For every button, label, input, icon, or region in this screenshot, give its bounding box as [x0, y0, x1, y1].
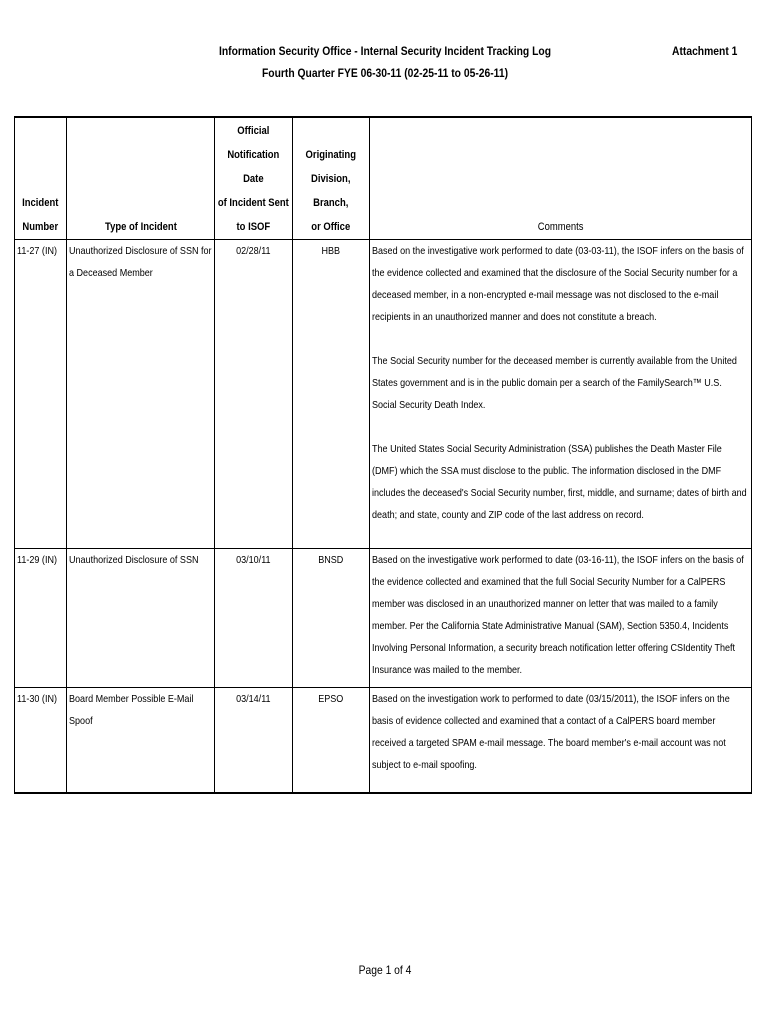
table-row	[15, 687, 752, 793]
header-originating-office: Originating Division, Branch, or Office	[293, 117, 370, 239]
incident-type-cell: Board Member Possible E-Mail Spoof	[67, 687, 215, 793]
notification-date-cell: 03/10/11	[215, 548, 293, 687]
title-line-1: Information Security Office - Internal Security Incident Tracking Log	[218, 44, 552, 58]
table-row	[15, 239, 752, 548]
header-type-of-incident: Type of Incident	[67, 117, 215, 239]
header-comments: Comments	[370, 117, 752, 239]
attachment-label: Attachment 1	[672, 44, 738, 58]
incident-number-cell: 11-30 (IN)	[15, 687, 67, 793]
comment-paragraph: The Social Security number for the deceased member is currently available from the United States government and is in the public domain per a search of the FamilySearch™ U.S. Social Security Death Index.	[372, 354, 737, 411]
notification-date-cell: 02/28/11	[215, 239, 293, 548]
title-line-2: Fourth Quarter FYE 06-30-11 (02-25-11 to 05-26-11)	[261, 66, 509, 80]
document-title	[209, 40, 562, 84]
notification-date-cell: 03/14/11	[215, 687, 293, 793]
comment-paragraph: Based on the investigative work performed to date (03-03-11), the ISOF infers on the basis of the evidence collected and examined that the disclosure of the Social Security number for a deceased member, in a non-encrypted e-mail message was not disclosed to the e-mail recipients in an unauthorized manner and does not constitute a breach.	[372, 244, 744, 323]
table-header-row	[15, 117, 752, 239]
originating-office-cell: BNSD	[293, 548, 370, 687]
comments-cell	[370, 548, 752, 687]
page-number: Page 1 of 4	[358, 963, 412, 977]
originating-office-cell: HBB	[293, 239, 370, 548]
header-incident-number: Incident Number	[15, 117, 67, 239]
originating-office-cell: EPSO	[293, 687, 370, 793]
incident-tracking-table	[14, 116, 752, 794]
incident-type-cell: Unauthorized Disclosure of SSN for a Deceased Member	[67, 239, 215, 548]
incident-type-cell: Unauthorized Disclosure of SSN	[67, 548, 215, 687]
comments-cell	[370, 239, 752, 548]
incident-number-cell: 11-29 (IN)	[15, 548, 67, 687]
incident-number-cell: 11-27 (IN)	[15, 239, 67, 548]
comments-cell	[370, 687, 752, 793]
comment-paragraph: Based on the investigative work performed to date (03-16-11), the ISOF infers on the basis of the evidence collected and examined that the full Social Security Number for a CalPERS member was disclosed in an unauthorized manner on letter that was mailed to a family member. Per the California State Administrative Manual (SAM), Section 5350.4, Incidents Involving Personal Information, a security breach notification letter offering CSIdentity Theft Insurance was mailed to the member.	[372, 553, 744, 676]
comment-paragraph: The United States Social Security Administration (SSA) publishes the Death Master File (DMF) which the SSA must disclose to the public. The information disclosed in the DMF includes the deceased's Social Security number, first, middle, and surname; dates of birth and death; and state, county and ZIP code of the last address on record.	[372, 442, 747, 521]
header-notification-date: Official Notification Date of Incident Sent to ISOF	[215, 117, 293, 239]
comment-paragraph: Based on the investigation work to performed to date (03/15/2011), the ISOF infers on the basis of evidence collected and examined that a contact of a CalPERS board member received a targeted SPAM e-mail message. The board member's e-mail account was not subject to e-mail spoofing.	[372, 692, 730, 771]
table-row	[15, 548, 752, 687]
